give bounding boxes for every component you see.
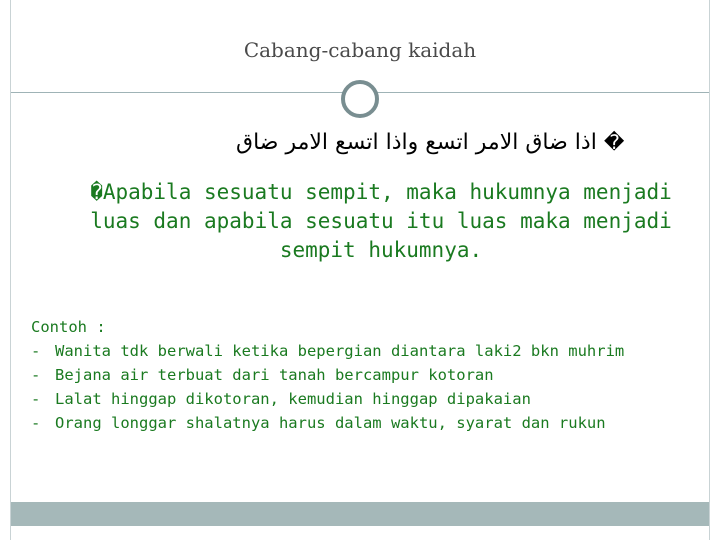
dash-marker: - xyxy=(31,414,41,432)
dash-marker: - xyxy=(31,390,41,408)
paragraph-glyph-icon: � xyxy=(90,180,103,204)
example-text: Wanita tdk berwali ketika bepergian diantara laki2 bkn muhrim xyxy=(55,342,625,360)
example-text: Bejana air terbuat dari tanah bercampur kotoran xyxy=(55,366,494,384)
arabic-rule-text: اذا ضاق الامر اتسع واذا اتسع الامر ضاق xyxy=(236,130,597,155)
rule-explanation xyxy=(71,178,691,265)
list-item xyxy=(31,387,701,411)
list-item xyxy=(31,339,701,363)
examples-label: Contoh : xyxy=(31,318,106,336)
dash-marker: - xyxy=(31,366,41,384)
circle-ornament-icon xyxy=(341,80,379,118)
arabic-rule-line xyxy=(11,130,709,155)
footer-band xyxy=(11,502,709,526)
rule-explanation-text: Apabila sesuatu sempit, maka hukumnya menjadi luas dan apabila sesuatu itu luas maka menjadi sempit hukumnya. xyxy=(90,180,672,262)
examples-list xyxy=(31,315,701,435)
slide-title: Cabang-cabang kaidah xyxy=(243,38,477,62)
list-item xyxy=(31,363,701,387)
example-text: Lalat hinggap dikotoran, kemudian hinggap dipakaian xyxy=(55,390,531,408)
slide xyxy=(10,0,710,540)
dash-marker: - xyxy=(31,342,41,360)
example-text: Orang longgar shalatnya harus dalam waktu, syarat dan rukun xyxy=(55,414,606,432)
list-item xyxy=(31,411,701,435)
bullet-glyph-icon: � xyxy=(603,130,625,154)
